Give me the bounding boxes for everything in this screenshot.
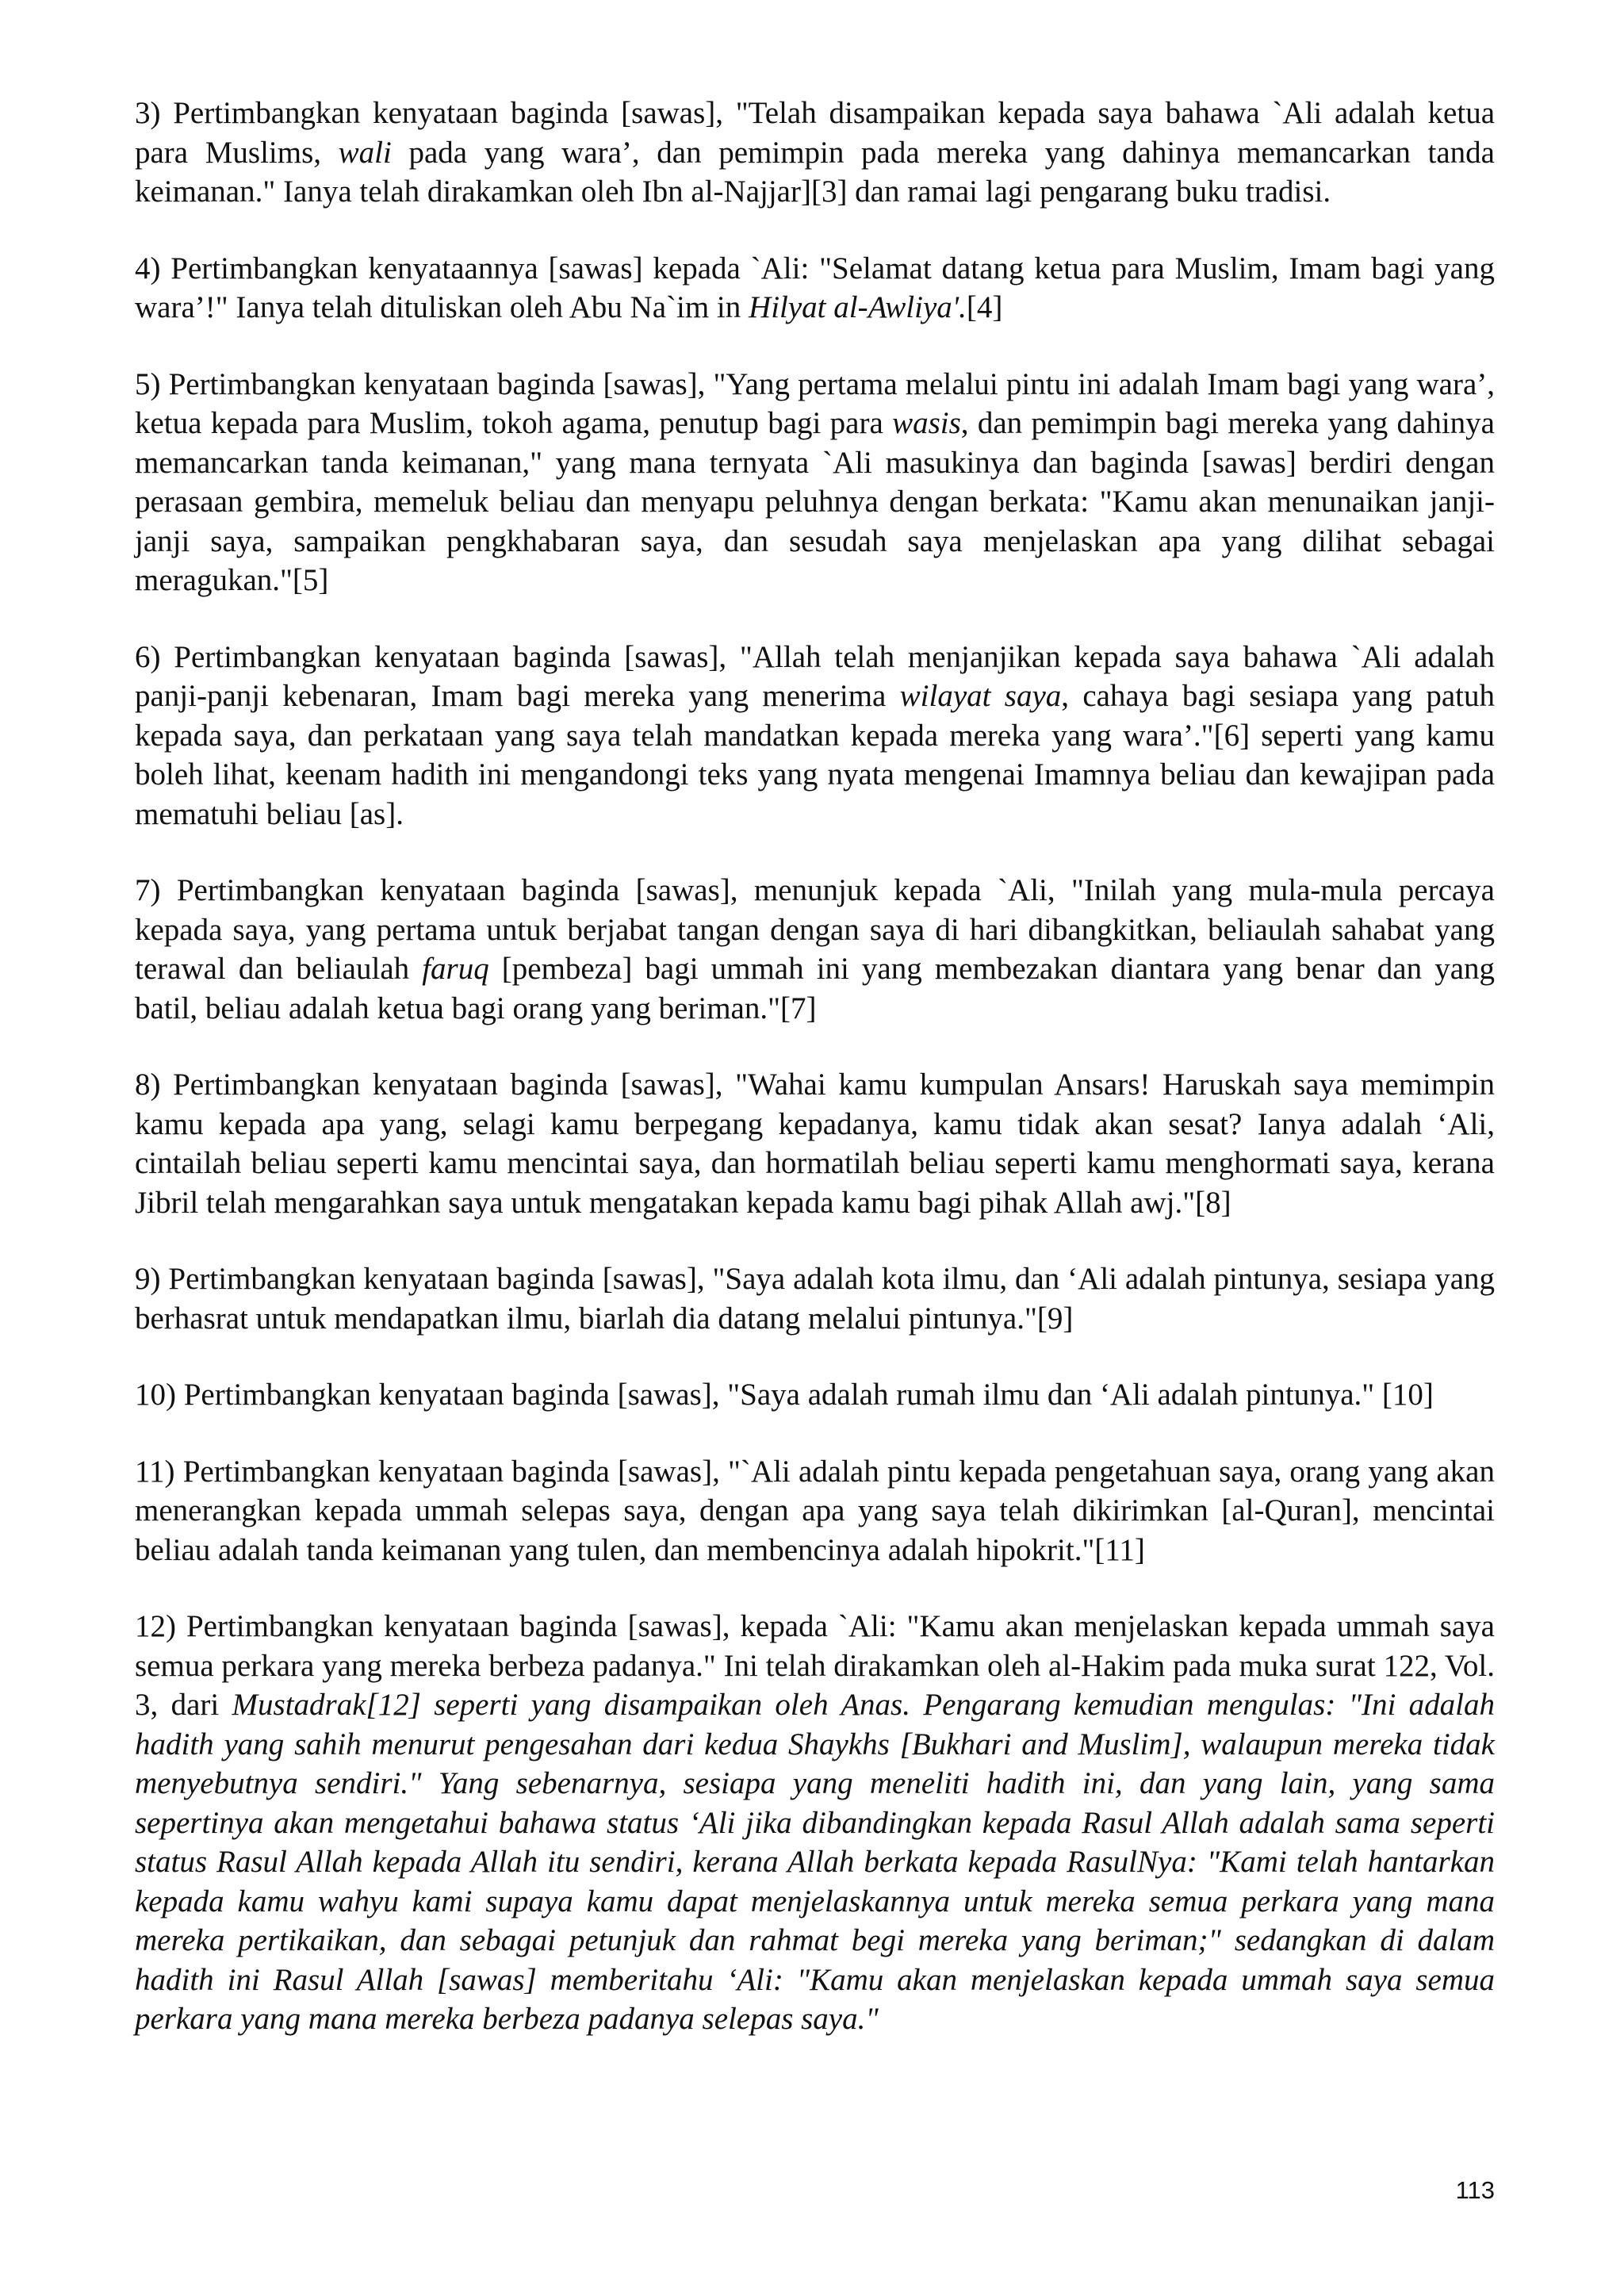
- paragraph-7: [135, 871, 1495, 1028]
- paragraph-8: [135, 1065, 1495, 1222]
- text-run: 6) Pertimbangkan kenyataan baginda [sawas], "Allah telah menjanjikan kepada saya bahawa `Ali adalah panji-panji kebenaran, Imam bagi mereka yang menerima: [135, 639, 1495, 713]
- paragraph-12: [135, 1607, 1495, 2039]
- footnote-ref: [4]: [966, 290, 1003, 324]
- text-run: 10) Pertimbangkan kenyataan baginda [sawas], "Saya adalah rumah ilmu dan ‘Ali adalah pintunya." [10]: [135, 1378, 1434, 1412]
- italic-term: wasis: [892, 406, 961, 440]
- paragraph-9: [135, 1259, 1495, 1338]
- text-run: 3) Pertimbangkan kenyataan baginda [sawas], "Telah disampaikan kepada saya bahawa `Ali adalah ketua para Muslims,: [135, 96, 1495, 170]
- paragraph-4: [135, 249, 1495, 328]
- document-page: [135, 94, 1495, 2039]
- text-run: 7) Pertimbangkan kenyataan baginda [sawas], menunjuk kepada `Ali, "Inilah yang mula-mula percaya kepada saya, yang pertama untuk berjabat tangan dengan saya di hari dibangkitkan, beliaulah sahabat yang terawal dan beliaulah: [135, 873, 1495, 986]
- italic-term: faruq: [422, 952, 489, 986]
- text-run: 5) Pertimbangkan kenyataan baginda [sawas], "Yang pertama melalui pintu ini adalah Imam bagi yang wara’, ketua kepada para Muslim, tokoh agama, penutup bagi para: [135, 366, 1495, 440]
- text-run: 8) Pertimbangkan kenyataan baginda [sawas], "Wahai kamu kumpulan Ansars! Haruskah saya memimpin kamu kepada apa yang, selagi kamu berpegang kepadanya, kamu tidak akan sesat? Ianya adalah ‘Ali, cintailah beliau seperti kamu mencintai saya, dan hormatilah beliau seperti kamu menghormati saya, kerana Jibril telah mengarahkan saya untuk mengatakan kepada kamu bagi pihak Allah awj."[8]: [135, 1068, 1495, 1220]
- paragraph-5: [135, 365, 1495, 600]
- text-run: 9) Pertimbangkan kenyataan baginda [sawas], "Saya adalah kota ilmu, dan ‘Ali adalah pintunya, sesiapa yang berhasrat untuk mendapatkan ilmu, biarlah dia datang melalui pintunya."[9]: [135, 1262, 1495, 1336]
- paragraph-3: [135, 94, 1495, 212]
- text-run: , cahaya bagi sesiapa yang patuh kepada saya, dan perkataan yang saya telah mandatkan kepada mereka yang wara’."[6] seperti yang kamu boleh lihat, keenam hadith ini mengandongi teks yang nyata mengenai Imamnya beliau dan kewajipan pada mematuhi beliau [as].: [135, 679, 1495, 831]
- paragraph-6: [135, 638, 1495, 834]
- text-run: 11) Pertimbangkan kenyataan baginda [sawas], "`Ali adalah pintu kepada pengetahuan saya, orang yang akan menerangkan kepada ummah selepas saya, dengan apa yang saya telah dikirimkan [al-Quran], mencintai beliau adalah tanda keimanan yang tulen, dan membencinya adalah hipokrit."[11]: [135, 1454, 1495, 1567]
- text-run: [pembeza] bagi ummah ini yang membezakan diantara yang benar dan yang batil, beliau adalah ketua bagi orang yang beriman."[7]: [135, 952, 1496, 1025]
- italic-commentary: Mustadrak[12] seperti yang disampaikan oleh Anas. Pengarang kemudian mengulas: "Ini adalah hadith yang sahih menurut pengesahan dari kedua Shaykhs [Bukhari and Muslim], walaupun mereka tidak menyebutnya sendiri." Yang sebenarnya, sesiapa yang meneliti hadith ini, dan yang lain, yang sama sepertinya akan mengetahui bahawa status ‘Ali jika dibandingkan kepada Rasul Allah adalah sama seperti status Rasul Allah kepada Allah itu sendiri, kerana Allah berkata kepada RasulNya: "Kami telah hantarkan kepada kamu wahyu kami supaya kamu dapat menjelaskannya untuk mereka semua perkara yang mana mereka pertikaikan, dan sebagai petunjuk dan rahmat begi mereka yang beriman;" sedangkan di dalam hadith ini Rasul Allah [sawas] memberitahu ‘Ali: "Kamu akan menjelaskan kepada ummah saya semua perkara yang mana mereka berbeza padanya selepas saya.": [135, 1688, 1495, 2036]
- text-run: 4) Pertimbangkan kenyataannya [sawas] kepada `Ali: "Selamat datang ketua para Muslim, Imam bagi yang wara’!" Ianya telah dituliskan oleh Abu Na`im in: [135, 251, 1495, 324]
- page-number: 113: [1455, 2176, 1495, 2204]
- italic-term: wilayat saya: [899, 679, 1062, 713]
- italic-term: wali: [338, 135, 392, 170]
- paragraph-11: [135, 1452, 1495, 1570]
- text-run: pada yang wara’, dan pemimpin pada mereka yang dahinya memancarkan tanda keimanan." Ianya telah dirakamkan oleh Ibn al-Najjar][3] dan ramai lagi pengarang buku tradisi.: [135, 135, 1495, 209]
- text-run: , dan pemimpin bagi mereka yang dahinya memancarkan tanda keimanan," yang mana ternyata `Ali masukinya dan baginda [sawas] berdiri dengan perasaan gembira, memeluk beliau dan menyapu peluhnya dengan berkata: "Kamu akan menunaikan janji-janji saya, sampaikan pengkhabaran saya, dan sesudah saya menjelaskan apa yang dilihat sebagai meragukan."[5]: [135, 406, 1495, 597]
- text-run: 12) Pertimbangkan kenyataan baginda [sawas], kepada `Ali: "Kamu akan menjelaskan kepada ummah saya semua perkara yang mereka berbeza padanya." Ini telah dirakamkan oleh al-Hakim pada muka surat 122, Vol. 3, dari: [135, 1609, 1495, 1722]
- paragraph-10: [135, 1375, 1495, 1415]
- italic-book-title: Hilyat al-Awliya'.: [749, 290, 967, 324]
